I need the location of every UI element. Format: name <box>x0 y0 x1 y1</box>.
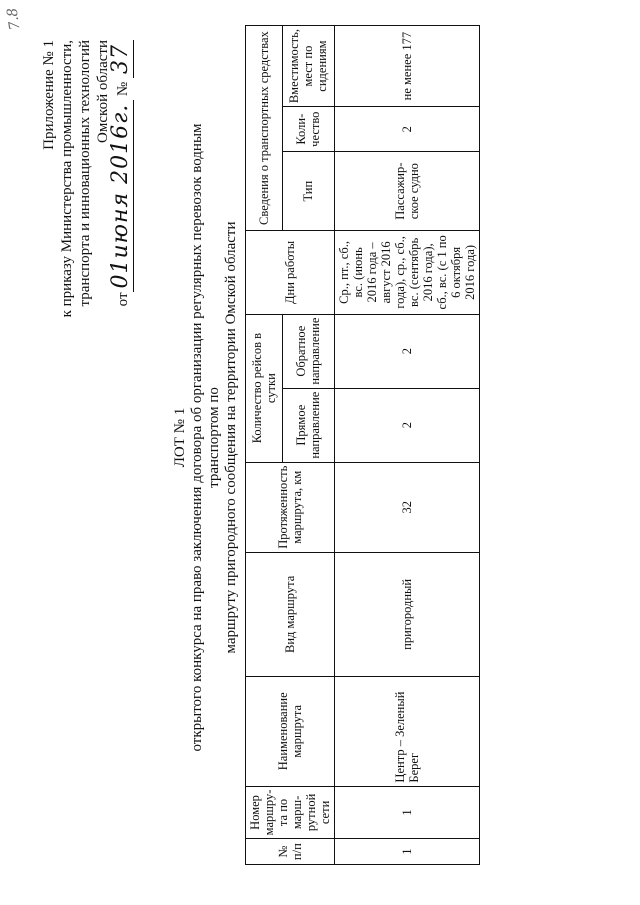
cell-work-days: Ср., пт., сб., вс. (июнь 2016 года – август 2016 года), ср., сб., вс. (сентябрь 2016 года), сб., вс. (с 1 по 6 октября 2016 года) <box>335 231 480 314</box>
cell-route-number: 1 <box>335 786 480 839</box>
header-work-days: Дни работы <box>246 231 335 314</box>
header-vehicle-type: Тип <box>282 152 334 231</box>
appendix-order-line: к приказу Министерства промышленности, <box>59 40 75 318</box>
handwritten-corner-mark: 7.8 <box>4 6 24 32</box>
cell-route-type: пригородный <box>335 552 480 676</box>
cell-num: 1 <box>335 839 480 865</box>
lot-table <box>245 25 480 865</box>
title-line-1: открытого конкурса на право заключения договора об организации регулярных перевозок водным транспортом по <box>189 123 222 752</box>
appendix-region-line: Омской области <box>95 40 111 143</box>
cell-vehicle-count: 2 <box>335 107 480 152</box>
appendix-header <box>40 40 132 317</box>
lot-heading: ЛОТ № 1 <box>172 407 188 468</box>
appendix-date-line <box>108 40 133 307</box>
title-line-2: маршруту пригородного сообщения на территории Омской области <box>223 221 239 654</box>
header-vehicle-capacity: Вместимость, мест по сидениям <box>282 26 334 107</box>
cell-vehicle-type: Пассажир-ское судно <box>335 152 480 231</box>
header-trips-forward: Прямое направление <box>282 388 334 462</box>
table-row <box>335 26 480 865</box>
header-vehicle-count: Коли-чество <box>282 107 334 152</box>
cell-trips-forward: 2 <box>335 388 480 462</box>
header-route-number: Номер маршру-та по марш-рутной сети <box>246 786 335 839</box>
header-trips-group: Количество рейсов в сутки <box>246 314 283 462</box>
header-trips-back: Обратное направление <box>282 314 334 388</box>
appendix-title: Приложение № 1 <box>41 40 57 150</box>
number-prefix: № <box>115 81 131 97</box>
header-vehicles-group: Сведения о транспортных средствах <box>246 26 283 231</box>
appendix-ministry-line: транспорта и инновационных технологий <box>77 40 93 307</box>
header-route-name: Наименование маршрута <box>246 676 335 786</box>
header-num: № п/п <box>246 839 335 865</box>
cell-length: 32 <box>335 462 480 552</box>
cell-trips-back: 2 <box>335 314 480 388</box>
handwritten-date: 01июня 2016г. <box>108 100 134 293</box>
handwritten-number: 37 <box>108 40 134 78</box>
cell-vehicle-capacity: не менее 177 <box>335 26 480 107</box>
cell-route-name: Центр – Зеленый Берег <box>335 676 480 786</box>
header-route-type: Вид маршрута <box>246 552 335 676</box>
header-length: Протяженность маршрута, км <box>246 462 335 552</box>
document-title <box>172 120 240 755</box>
date-prefix: от <box>115 292 131 307</box>
table-header-row <box>246 26 283 865</box>
